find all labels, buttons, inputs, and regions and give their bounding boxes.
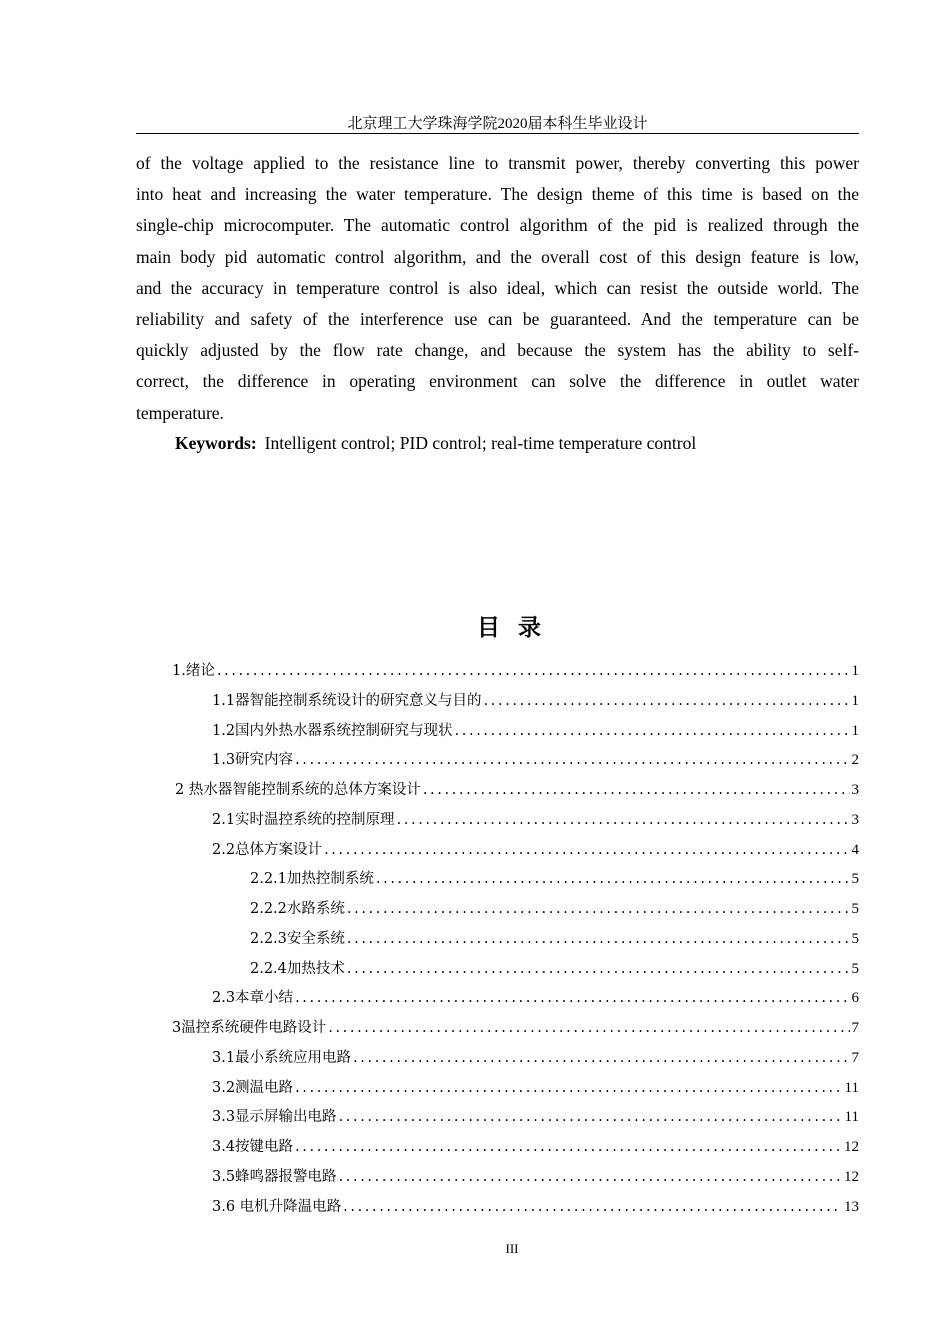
abstract-line: temperature. — [136, 402, 224, 423]
toc-dot-leader — [328, 1014, 849, 1042]
toc-dot-leader — [295, 1133, 842, 1161]
keywords-line — [175, 428, 696, 459]
abstract-line: of the voltage applied to the resistance line to transmit power, thereby converting this power — [136, 153, 859, 173]
abstract-line: reliability and safety of the interference use can be guaranteed. And the temperature can be — [136, 308, 859, 329]
toc-entry-title: 2.2.3安全系统 — [250, 930, 345, 947]
toc-dot-leader — [347, 925, 850, 953]
running-header: 北京理工大学珠海学院2020届本科生毕业设计 — [347, 116, 648, 132]
toc-dot-leader — [353, 1044, 849, 1072]
toc-entry[interactable] — [212, 1074, 859, 1102]
toc-entry-title: 3.2测温电路 — [212, 1079, 294, 1096]
toc-entry-title: 3.4按键电路 — [212, 1139, 294, 1155]
toc-entry-title: 2.2.1加热控制系统 — [250, 871, 374, 888]
toc-entry[interactable] — [250, 865, 859, 893]
toc-entry-page: 7 — [851, 1049, 859, 1066]
toc-entry[interactable] — [212, 1193, 859, 1221]
toc-entry-title: 1.1器智能控制系统设计的研究意义与目的 — [212, 692, 482, 709]
toc-entry-title: 2.2总体方案设计 — [212, 841, 323, 858]
keywords-text: Intelligent control; PID control; real-time temperature control — [264, 433, 697, 453]
toc-entry-page: 1 — [851, 722, 859, 739]
toc-dot-leader — [295, 746, 849, 774]
header-rule — [136, 133, 859, 134]
toc-entry[interactable] — [212, 1163, 859, 1191]
toc-dot-leader — [343, 1193, 842, 1221]
toc-entry-title: 1.绪论 — [172, 663, 215, 679]
toc-entry-title: 1.3研究内容 — [212, 752, 294, 769]
abstract-line: into heat and increasing the water temperature. The design theme of this time is based on the — [136, 184, 859, 205]
keywords-label: Keywords: — [175, 433, 257, 453]
toc-entry-title: 3.6 电机升降温电路 — [212, 1198, 342, 1215]
toc-dot-leader — [339, 1163, 842, 1191]
toc-entry-page: 3 — [851, 811, 859, 828]
toc-entry-title: 3.3显示屏输出电路 — [212, 1109, 337, 1126]
toc-dot-leader — [423, 776, 850, 804]
abstract-paragraph — [136, 148, 859, 429]
toc-entry[interactable] — [175, 776, 859, 804]
toc-dot-leader — [339, 1103, 843, 1131]
toc-entry[interactable] — [172, 1014, 859, 1042]
abstract-line: single-chip microcomputer. The automatic control algorithm of the pid is realized through the — [136, 215, 859, 236]
toc-entry-title: 3.1最小系统应用电路 — [212, 1049, 352, 1066]
toc-entry-page: 4 — [851, 841, 859, 858]
toc-entry-title: 2.1实时温控系统的控制原理 — [212, 811, 395, 828]
toc-entry-page: 5 — [851, 871, 859, 888]
toc-entry[interactable] — [212, 717, 859, 745]
abstract-line: main body pid automatic control algorithm, and the overall cost of this design feature is low, — [136, 246, 859, 267]
toc-entry-page: 11 — [844, 1109, 859, 1126]
toc-entry[interactable] — [212, 746, 859, 774]
toc-entry-page: 12 — [844, 1168, 859, 1185]
toc-dot-leader — [397, 806, 850, 834]
toc-dot-leader — [455, 717, 850, 745]
abstract-line: and the accuracy in temperature control is also ideal, which can resist the outside world. The — [136, 277, 859, 298]
page-number: III — [505, 1241, 519, 1256]
toc-title: 目录 — [477, 615, 559, 641]
toc-entry-page: 1 — [851, 692, 859, 709]
abstract-line: correct, the difference in operating environment can solve the difference in outlet water — [136, 371, 859, 392]
toc-entry-page: 1 — [851, 663, 859, 679]
toc-entry-page: 5 — [851, 960, 859, 977]
toc-entry-title: 2.2.4加热技术 — [250, 960, 345, 977]
toc-entry[interactable] — [212, 836, 859, 864]
toc-entry-page: 7 — [851, 1020, 859, 1036]
toc-entry-title: 2 热水器智能控制系统的总体方案设计 — [175, 782, 421, 798]
toc-entry-title: 2.2.2水路系统 — [250, 901, 345, 917]
toc-entry-page: 13 — [844, 1198, 859, 1215]
toc-entry[interactable] — [250, 925, 859, 953]
toc-entry-title: 3.5蜂鸣器报警电路 — [212, 1168, 337, 1185]
toc-entry-title: 2.3本章小结 — [212, 990, 294, 1007]
toc-entry[interactable] — [250, 955, 859, 983]
toc-entry-page: 5 — [851, 930, 859, 947]
toc-entry[interactable] — [212, 1103, 859, 1131]
toc-entry[interactable] — [212, 1133, 859, 1161]
abstract-line: quickly adjusted by the flow rate change, and because the system has the ability to self- — [136, 340, 859, 361]
toc-entry-page: 11 — [844, 1079, 859, 1096]
toc-entry-page: 6 — [851, 990, 859, 1007]
toc-entry[interactable] — [212, 1044, 859, 1072]
toc-entry-page: 3 — [851, 782, 859, 798]
toc-entry-page: 12 — [844, 1139, 859, 1155]
toc-entry-title: 1.2国内外热水器系统控制研究与现状 — [212, 722, 453, 739]
toc-entry[interactable] — [250, 895, 859, 923]
toc-entry-title: 3温控系统硬件电路设计 — [172, 1020, 327, 1036]
toc-dot-leader — [484, 687, 850, 715]
toc-dot-leader — [295, 1074, 842, 1102]
toc-entry-page: 2 — [851, 752, 859, 769]
toc-dot-leader — [376, 865, 850, 893]
toc-dot-leader — [217, 657, 850, 685]
toc-entry-page: 5 — [851, 901, 859, 917]
toc-dot-leader — [295, 984, 849, 1012]
toc-entry[interactable] — [212, 984, 859, 1012]
toc-entry[interactable] — [212, 687, 859, 715]
toc-dot-leader — [347, 895, 850, 923]
toc-entry[interactable] — [212, 806, 859, 834]
toc-dot-leader — [324, 836, 849, 864]
toc-dot-leader — [347, 955, 850, 983]
toc-entry[interactable] — [172, 657, 859, 685]
